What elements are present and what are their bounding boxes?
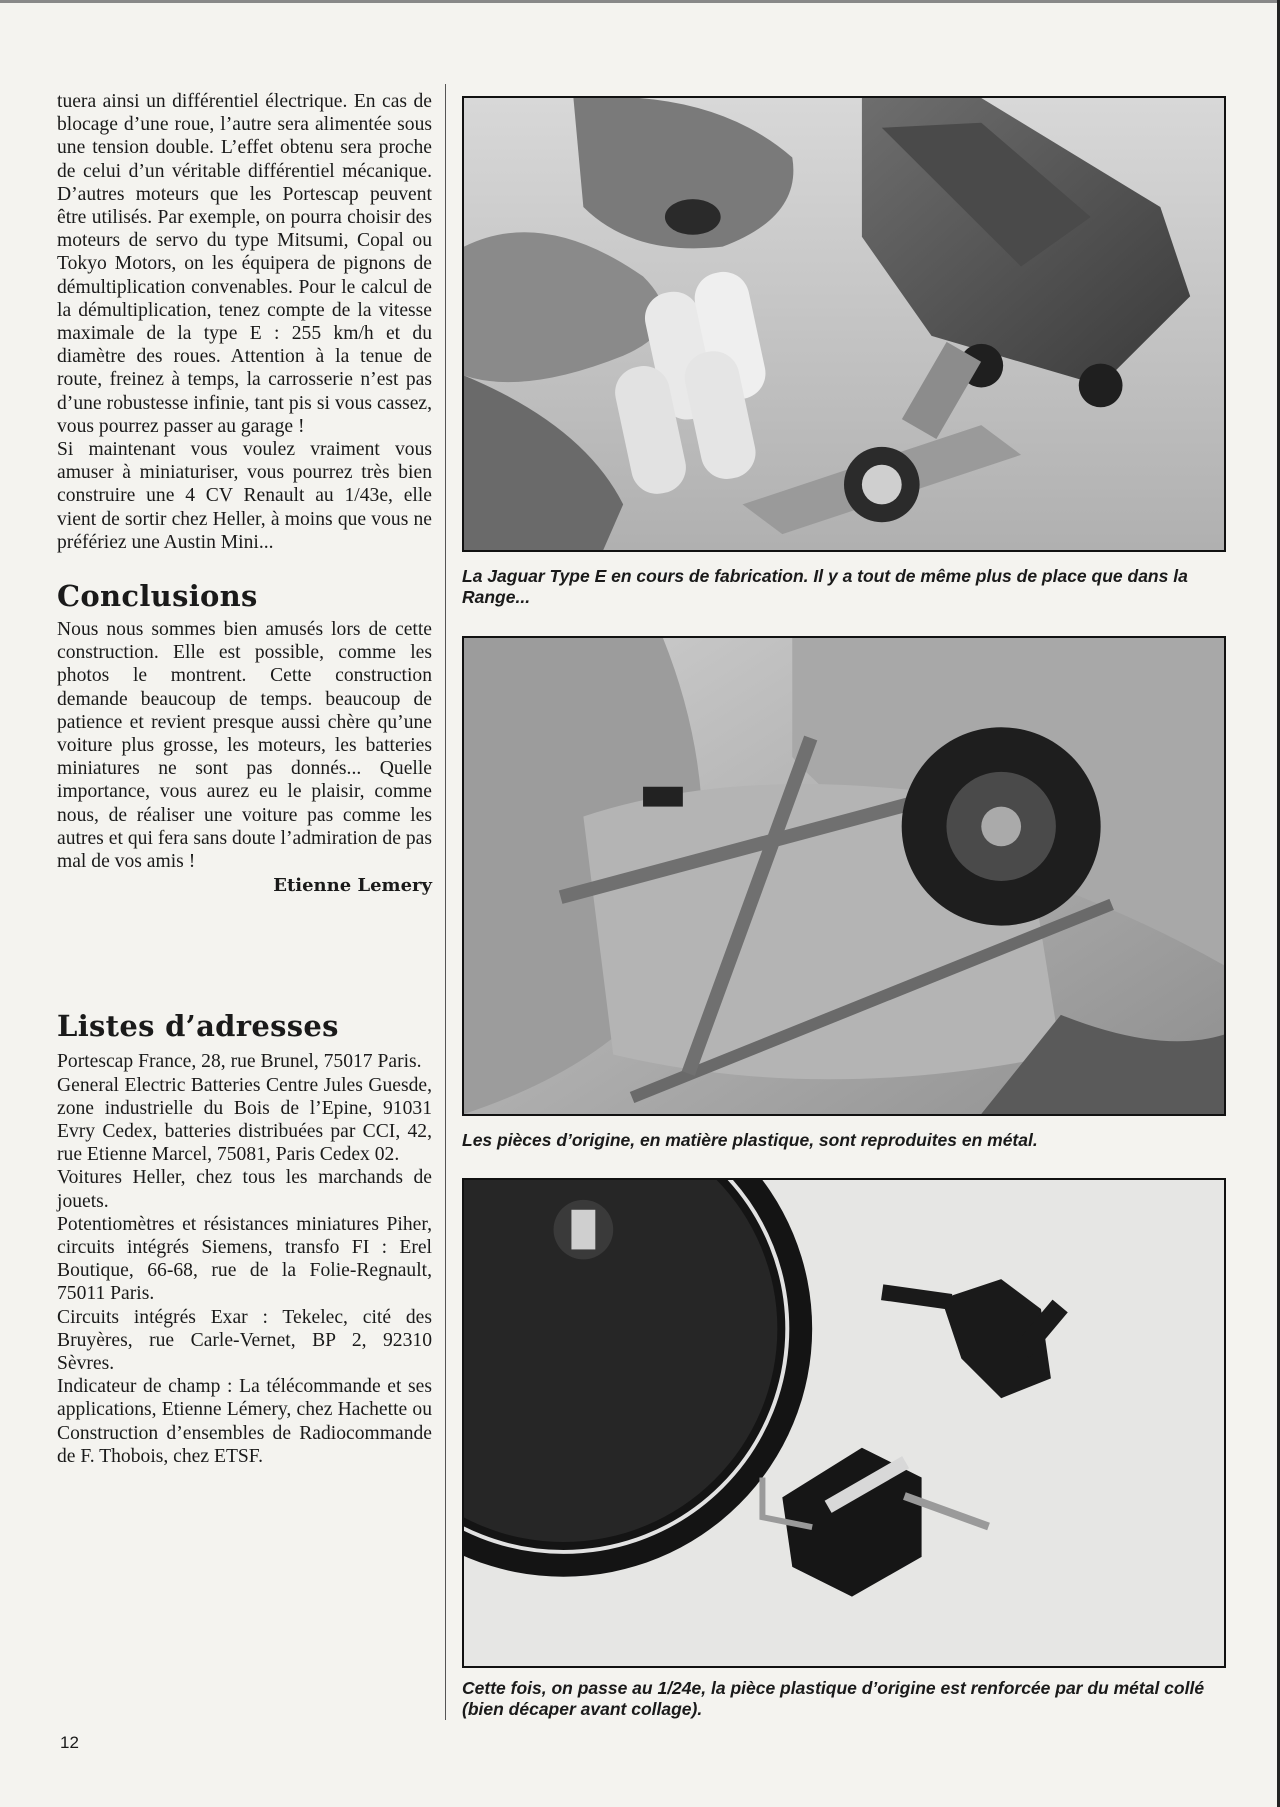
caption-photo-2: Les pièces d’origine, en matière plastique, sont reproduites en métal. (462, 1130, 1038, 1150)
photo-chassis (462, 636, 1226, 1116)
page-number: 12 (60, 1733, 79, 1752)
caption-photo-3: Cette fois, on passe au 1/24e, la pièce plastique d’origine est renforcée par du métal collé (bien décaper avant collage). (462, 1678, 1205, 1719)
wheel-parts-photo-image (464, 1180, 1224, 1666)
photo-wheel-parts (462, 1178, 1226, 1668)
caption-photo-1: La Jaguar Type E en cours de fabrication. Il y a tout de même plus de place que dans la Range... (462, 566, 1188, 607)
intro-paragraph: tuera ainsi un différentiel électrique. En cas de blocage d’une roue, l’autre sera alimentée sous une tension double. L’effet obtenu sera proche de celui d’un véritable différentiel mécanique. D’autres moteurs que les Portescap peuvent être utilisés. Par exemple, on pourra choisir des moteurs de servo du type Mitsumi, Copal ou Tokyo Motors, on les équipera de pignons de démultiplication convenables. Pour le calcul de la démultiplication, tenez compte de la vitesse maximale de la type E : 255 km/h et du diamètre des roues. Attention à la tenue de route, freinez à temps, la carrosserie n’est pas d’une robustesse infinie, tant pis si vous cassez, vous pourrez passer au garage ! Si maintenant vous voulez vraiment vous amuser à miniaturiser, vous pourrez très bien construire une 4 CV Renault au 1/43e, elle vient de sortir chez Heller, à moins que vous ne préfériez une Austin Mini... (57, 91, 432, 553)
jaguar-range-photo-image (464, 98, 1224, 550)
left-column (57, 90, 432, 1468)
author-signature: Etienne Lemery (273, 875, 432, 897)
column-divider (445, 84, 446, 1720)
chassis-photo-image (464, 638, 1224, 1114)
scan-top-edge (0, 0, 1280, 3)
photo-jaguar-range (462, 96, 1226, 552)
conclusions-heading: Conclusions (57, 579, 258, 614)
addresses-heading: Listes d’adresses (57, 1009, 339, 1044)
addresses-list: Portescap France, 28, rue Brunel, 75017 Paris. General Electric Batteries Centre Jules Guesde, zone industrielle du Bois de l’Epine, 91031 Evry Cedex, batteries distribuées par CCI, 42, rue Etienne Marcel, 75081, Paris Cedex 02. Voitures Heller, chez tous les marchands de jouets. Potentiomètres et résistances miniatures Piher, circuits intégrés Siemens, transfo FI : Erel Boutique, 66-68, rue de la Folie-Regnault, 75011 Paris. Circuits intégrés Exar : Tekelec, cité des Bruyères, rue Carle-Vernet, BP 2, 92310 Sèvres. Indicateur de champ : La télécommande et ses applications, Etienne Lémery, chez Hachette ou Construction d’ensembles de Radiocommande de F. Thobois, chez ETSF. (57, 1051, 432, 1467)
conclusions-paragraph: Nous nous sommes bien amusés lors de cette construction. Elle est possible, comme les photos le montrent. Cette construction demande beaucoup de temps. beaucoup de patience et revient presque aussi chère qu’une voiture plus grosse, les moteurs, les batteries miniatures ne sont pas donnés... Quelle importance, vous aurez eu le plaisir, comme nous, de réaliser une voiture pas comme les autres et qui fera sans doute l’admiration de pas mal de vos amis ! (57, 619, 432, 873)
